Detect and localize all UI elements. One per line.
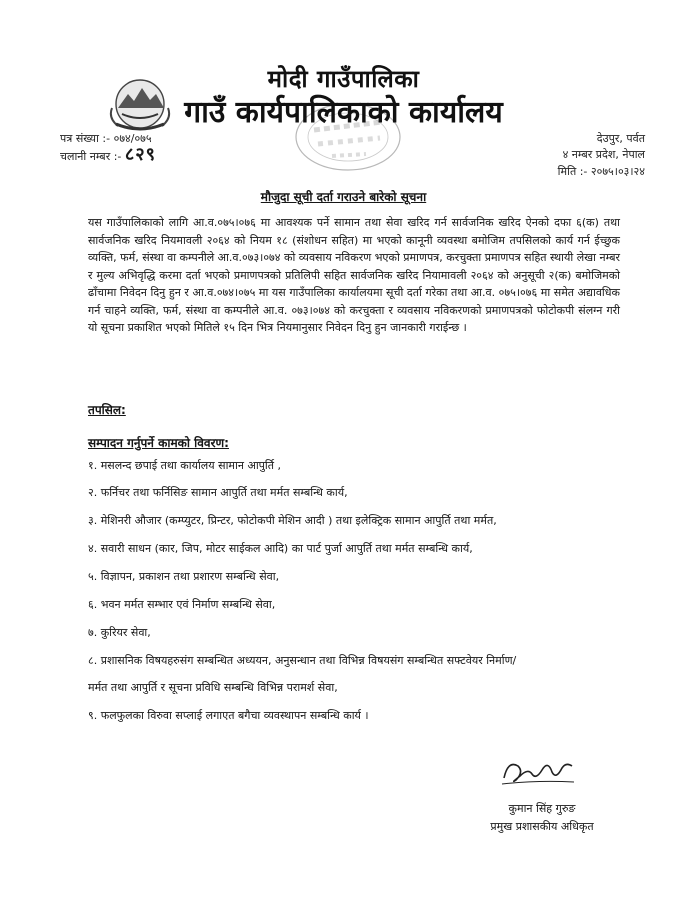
work-item-continuation: मर्मत तथा आपुर्ति र सूचना प्रविधि सम्बन्धि विभिन्न परामर्श सेवा, <box>88 681 338 694</box>
work-item: ६. भवन मर्मत सम्भार एवं निर्माण सम्बन्धि सेवा, <box>88 598 276 611</box>
work-item: ७. कुरियर सेवा, <box>88 626 151 639</box>
signatory-block <box>472 800 612 836</box>
office-name: गाउँ कार्यपालिकाको कार्यालय <box>184 95 503 130</box>
work-item: ३. मेशिनरी औजार (कम्प्युटर, प्रिन्टर, फोटोकपी मेशिन आदी ) तथा इलेक्ट्रिक सामान आपुर्ति तथा मर्मत, <box>88 514 497 527</box>
work-item: ८. प्रशासनिक विषयहरुसंग सम्बन्धित अध्ययन, अनुसन्धान तथा विभिन्न विषयसंग सम्बन्धित सफ्टवेयर निर्माण/ <box>88 654 517 667</box>
work-item: १. मसलन्द छपाई तथा कार्यालय सामान आपुर्ति , <box>88 459 282 472</box>
dispatch-no-label: चलानी नम्बर :- <box>60 150 122 163</box>
municipality-name: मोदी गाउँपालिका <box>267 65 420 93</box>
signatory-name: कुमान सिंह गुरुङ <box>508 802 576 815</box>
ref-no-label: पत्र संख्या :- <box>60 132 111 145</box>
notice-body: यस गाउँपालिकाको लागि आ.व.०७५।०७६ मा आवश्यक पर्ने सामान तथा सेवा खरिद गर्न सार्वजनिक खरिद ऐनको दफा ६(क) तथा सार्वजनिक खरिद नियमावली २०६४ को नियम १८ (संशोधन सहित) मा भएको कानूनी व्यवस्था बमोजिम तपसिलको कार्य गर्न ईच्छुक व्यक्ति, फर्म, संस्था वा कम्पनीले आ.व.०७३।०७४ को व्यवसाय नविकरण भएको प्रमाणपत्र, करचुक्ता प्रमाणपत्र सहित स्थायी लेखा नम्बर र मुल्य अभिवृद्धि करमा दर्ता भएको प्रमाणपत्रको प्रतिलिपी सहित सार्वजनिक खरिद नियामावली २०६४ को अनुसूची २(क) बमोजिमको ढाँचामा निवेदन दिनु हुन र आ.व.०७४।०७५ मा यस गाउँपालिका कार्यालयमा सूची दर्ता गरेका तथा आ.व. ०७५।०७६ मा समेत अद्यावधिक गर्न चाहने व्यक्ति, फर्म, संस्था वा कम्पनीले आ.व. ०७३।०७४ को करचुक्ता र व्यवसाय नविकरणको प्रमाणपत्रको फोटोकपी संलग्न गरी यो सूचना प्रकाशित भएको मितिले १५ दिन भित्र नियमानुसार निवेदन दिनु हुन जानकारी गराईन्छ । <box>88 216 620 334</box>
ref-no-value: ०७४/०७५ <box>113 132 152 145</box>
notice-subject: मौजुदा सूची दर्ता गराउने बारेको सूचना <box>260 190 427 204</box>
work-heading: सम्पादन गर्नुपर्ने कामको विवरण: <box>88 436 229 450</box>
work-item: ४. सवारी साधन (कार, जिप, मोटर साईकल आदि) का पार्ट पुर्जा आपुर्ति तथा मर्मत सम्बन्धि कार्य, <box>88 542 473 555</box>
date-row <box>505 165 645 179</box>
tapasil-heading: तपसिल: <box>88 403 126 417</box>
work-item: २. फर्निचर तथा फर्निसिङ सामान आपुर्ति तथा मर्मत सम्बन्धि कार्य, <box>88 486 348 499</box>
date-value: २०७५।०३।२४ <box>590 165 645 178</box>
address-line-2: ४ नम्बर प्रदेश, नेपाल <box>562 148 645 161</box>
signatory-title: प्रमुख प्रशासकीय अधिकृत <box>490 820 594 833</box>
dispatch-no-value: ८२९ <box>124 144 156 165</box>
work-item: ९. फलफुलका विरुवा सप्लाई लगाएत बगैचा व्यवस्थापन सम्बन्धि कार्य । <box>88 709 369 722</box>
date-label: मिति :- <box>557 165 588 178</box>
address-line-1: देउपुर, पर्वत <box>596 132 645 145</box>
dispatch-no-row <box>60 144 156 165</box>
work-item: ५. विज्ञापन, प्रकाशन तथा प्रशारण सम्बन्धि सेवा, <box>88 570 280 583</box>
signature-mark <box>498 752 578 788</box>
